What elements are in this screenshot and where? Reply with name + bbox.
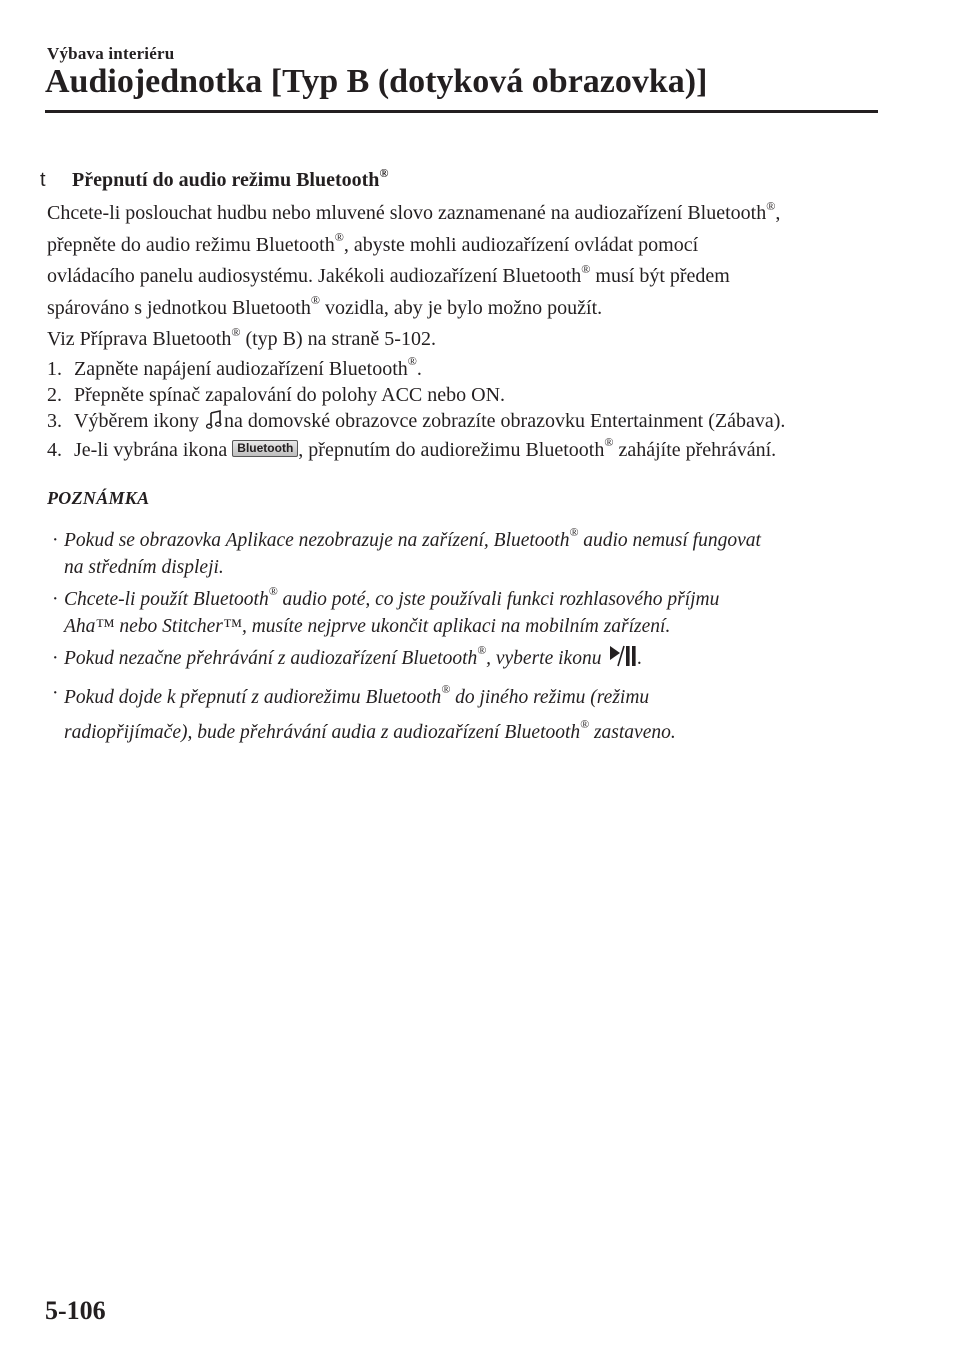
note-bullet: · [52, 682, 59, 704]
page-number: 5-106 [45, 1296, 106, 1325]
intro-line: Chcete-li poslouchat hudbu nebo mluvené slovo zaznamenané na audiozařízení Bluetooth®, [47, 198, 781, 224]
section-heading [40, 166, 388, 194]
play-pause-icon [609, 645, 637, 675]
notes-list [47, 527, 907, 750]
note-item: · Pokud dojde k přepnutí z audiorežimu Bluetooth® do jiného režimu (režimu radiopřijímače), bude přehrávání audia z audiozařízení Bluetooth® zastaveno. [47, 680, 907, 750]
step-item: 3. Výběrem ikony na domovské obrazovce zobrazíte obrazovku Entertainment (Zábava). [47, 408, 907, 437]
note-item: · Pokud nezačne přehrávání z audiozařízení Bluetooth®, vyberte ikonu . [47, 645, 907, 675]
section-heading-text: Přepnutí do audio režimu Bluetooth [72, 169, 380, 191]
intro-paragraph [47, 198, 907, 356]
note-bullet: · [52, 647, 59, 669]
bluetooth-button-icon: Bluetooth [232, 440, 298, 457]
step-number: 1. [47, 357, 62, 380]
music-note-icon [206, 410, 222, 437]
note-item: · Pokud se obrazovka Aplikace nezobrazuje na zařízení, Bluetooth® audio nemusí fungovat na středním displeji. [52, 526, 761, 578]
page-title: Audiojednotka [Typ B (dotyková obrazovka)] [45, 63, 708, 100]
section-label: Výbava interiéru [47, 44, 175, 63]
registered-mark: ® [379, 165, 389, 180]
title-rule [45, 110, 878, 113]
document-body [47, 198, 907, 755]
note-item: · Chcete-li použít Bluetooth® audio poté, co jste používali funkci rozhlasového příjmu Aha™ nebo Stitcher™, musíte nejprve ukončit aplikaci na mobilním zařízení. [52, 585, 720, 637]
step-number: 4. [47, 438, 62, 461]
step-item: 1. Zapněte napájení audiozařízení Bluetooth®. [47, 354, 422, 380]
intro-line: ovládacího panelu audiosystému. Jakékoli audiozařízení Bluetooth® musí být předem [47, 261, 730, 287]
note-bullet: · [52, 529, 59, 551]
note-heading: POZNÁMKA [47, 487, 150, 508]
step-item: 4. Je-li vybrána ikona Bluetooth , přepnutím do audiorežimu Bluetooth® zahájíte přehrávání. [47, 435, 777, 461]
step-item: 2. Přepněte spínač zapalování do polohy ACC nebo ON. [47, 383, 506, 406]
note-bullet: · [52, 588, 59, 610]
step-number: 3. [47, 409, 62, 432]
intro-line: Viz Příprava Bluetooth® (typ B) na straně 5-102. [47, 324, 436, 350]
intro-line: přepněte do audio režimu Bluetooth®, abyste mohli audiozařízení ovládat pomocí [47, 230, 699, 256]
bullet-marker: t [40, 169, 46, 191]
steps-list [47, 356, 907, 463]
step-number: 2. [47, 383, 62, 406]
intro-line: spárováno s jednotkou Bluetooth® vozidla, aby je bylo možno použít. [47, 293, 603, 319]
